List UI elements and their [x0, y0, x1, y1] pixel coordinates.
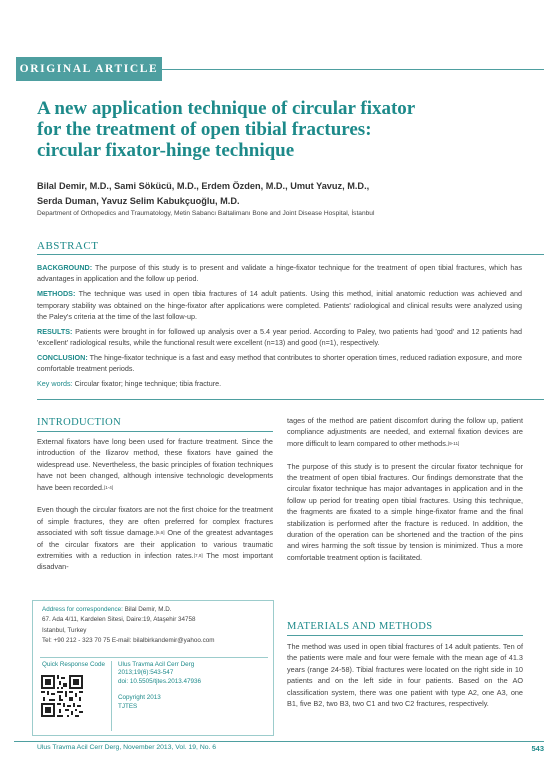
address-line-1: 67. Ada 4/11, Kardelen Sitesi, Daire:19, Ataşehir 34758	[42, 616, 196, 624]
abstract-background	[37, 262, 522, 285]
affiliation: Department of Orthopedics and Traumatology, Metin Sabancı Baltalimanı Bone and Joint Disease Hospital, İstanbul	[37, 210, 375, 217]
title-line: A new application technique of circular fixator	[37, 98, 416, 119]
journal-info	[118, 661, 201, 711]
citation-ref: [5,6]	[155, 530, 165, 536]
intro-paragraph-2c	[287, 415, 523, 449]
abstract-methods	[37, 288, 522, 322]
author-list	[37, 179, 517, 209]
correspondence-divider	[40, 657, 268, 658]
abstract-rule	[37, 254, 544, 255]
methods-label: METHODS:	[37, 289, 76, 299]
results-label: RESULTS:	[37, 326, 73, 336]
intro-p2b-text: One of the greatest advantages of the circular fixators are their application to various traumatic extremities with a reduction in infection rates.	[37, 528, 273, 561]
author-line: Bilal Demir, M.D., Sami Sökücü, M.D., Erdem Özden, M.D., Umut Yavuz, M.D.,	[37, 181, 370, 191]
footer-citation: Ulus Travma Acil Cerr Derg, November 2013, Vol. 19, No. 6	[37, 744, 217, 751]
citation-ref: [1-4]	[103, 484, 114, 490]
citation-ref: [9-11]	[447, 440, 460, 446]
conclusion-label: CONCLUSION:	[37, 353, 88, 363]
page-number: 543	[531, 744, 544, 753]
copyright-line: Copyright 2013	[118, 694, 161, 702]
title-line: circular fixator-hinge technique	[37, 140, 295, 161]
intro-p2c-start: The most important disadvan-	[37, 551, 273, 572]
journal-doi: doi: 10.5505/tjtes.2013.47936	[118, 677, 201, 685]
intro-paragraph-3: The purpose of this study is to present the circular fixator technique for the treatment of open tibial fractures. Our findings demonstrate that the circular fixator technique has major advantages in application and in the follow up period for treating open tibial fractures. Using this technique, the fragments are fixated to a simple hinge-fixator frame and the final stabilization is performed after the fracture is reduced. In addition, the duration of the operation can be shortened and the traction of the pins and wires harming the soft tissue by tension is minimized. Thus a more comfortable treatment option is facilitated.	[287, 461, 523, 562]
keywords-label: Key words:	[37, 379, 73, 389]
intro-p2c-end: tages of the method are patient discomfort during the follow up, patient compliance adjustments are needed, and external fixation devices are more difficult to learn compared to other methods.	[287, 416, 523, 448]
address-line-2: Istanbul, Turkey	[42, 626, 87, 634]
conclusion-text: The hinge-fixator technique is a fast and easy method that contributes to shorter operation times, reduced radiation exposure, and more comfortable treatment periods.	[37, 353, 522, 374]
correspondence-vertical-divider	[111, 661, 112, 731]
intro-paragraph-1	[37, 436, 273, 493]
results-text: Patients were brought in for followed up analysis over a 5.4 year period. According to Paley, two patients had 'good' and 12 patients had 'excellent' radiological results, while the functional result were excellent (n=13) and good (n=1), respectively.	[37, 326, 523, 348]
methods-heading: MATERIALS AND METHODS	[287, 621, 433, 632]
journal-name: Ulus Travma Acil Cerr Derg	[118, 661, 195, 668]
intro-paragraph-2a	[37, 504, 273, 572]
left-column-text	[37, 436, 273, 584]
correspondence-details	[42, 605, 272, 646]
correspondence-name: Bilal Demir, M.D.	[122, 606, 172, 613]
introduction-heading: INTRODUCTION	[37, 417, 122, 428]
abstract-body	[37, 262, 522, 393]
right-column-text	[287, 415, 523, 575]
correspondence-name-line	[42, 605, 272, 615]
abstract-keywords	[37, 378, 522, 389]
keywords-text: Circular fixator; hinge technique; tibia fracture.	[74, 379, 222, 389]
background-label: BACKGROUND:	[37, 263, 93, 272]
methods-rule	[287, 635, 523, 636]
contact-line: Tel: +90 212 - 323 70 75 E-mail: bilalbirkandemir@yahoo.com	[42, 636, 215, 644]
qr-code-icon	[41, 675, 83, 717]
methods-text	[287, 641, 523, 721]
author-line: Serda Duman, Yavuz Selim Kabukçuoğlu, M.D.	[37, 196, 240, 206]
qr-code-label: Quick Response Code	[42, 661, 106, 668]
abstract-heading: ABSTRACT	[37, 240, 99, 252]
intro-p1-text: External fixators have long been used for fracture treatment. Since the introduction of the Ilizarov method, these fixators have gained the widespread use. Nevertheless, the basic principles of fixation techniques have not been changed, although intensive technologic developments have been recorded.	[37, 437, 273, 492]
article-type-label: ORIGINAL ARTICLE	[19, 63, 159, 75]
title-line: for the treatment of open tibial fractures:	[37, 119, 372, 140]
citation-ref: [7,8]	[193, 553, 203, 559]
introduction-rule	[37, 431, 273, 432]
intro-p2a-text: Even though the circular fixators are not the first choice for the treatment of simple fractures, they are often preferred for complex fractures associated with soft tissue damage.	[37, 505, 273, 538]
correspondence-label: Address for correspondence:	[42, 606, 123, 613]
article-type-banner	[16, 57, 162, 81]
publisher-line: TJTES	[118, 702, 138, 710]
journal-citation: 2013;19(6):543-547	[118, 669, 174, 677]
article-title	[37, 98, 517, 161]
abstract-conclusion	[37, 352, 522, 375]
methods-paragraph-1: The method was used in open tibial fractures of 14 adult patients. Ten of the patients were male and four were female with the mean age of 41.3 years (range 24-58). Tibial fractures were located on the right side in 10 patients and on the left side in four patients. Based on the AO classification system, there was one patient with type A2, one A3, one B1, five B2, two B3, two C1 and two C2 fractures, respectively.	[287, 642, 523, 709]
abstract-results	[37, 326, 522, 349]
footer-rule	[14, 741, 544, 742]
background-text: The purpose of this study is to present and validate a hinge-fixator technique for the treatment of open tibial fractures, which has advantages in application and the follow up period.	[37, 263, 522, 284]
methods-text: The technique was used in open tibia fractures of 14 adult patients. Using this method, initial anatomic reduction was achieved and temporary stability was obtained on the hinge-fixator after applications were completed. Patients' radiological and clinical results were analyzed using the Paley's criteria at the time of the last follow-up.	[37, 289, 522, 322]
abstract-bottom-rule	[37, 399, 544, 400]
banner-rule	[162, 69, 544, 70]
